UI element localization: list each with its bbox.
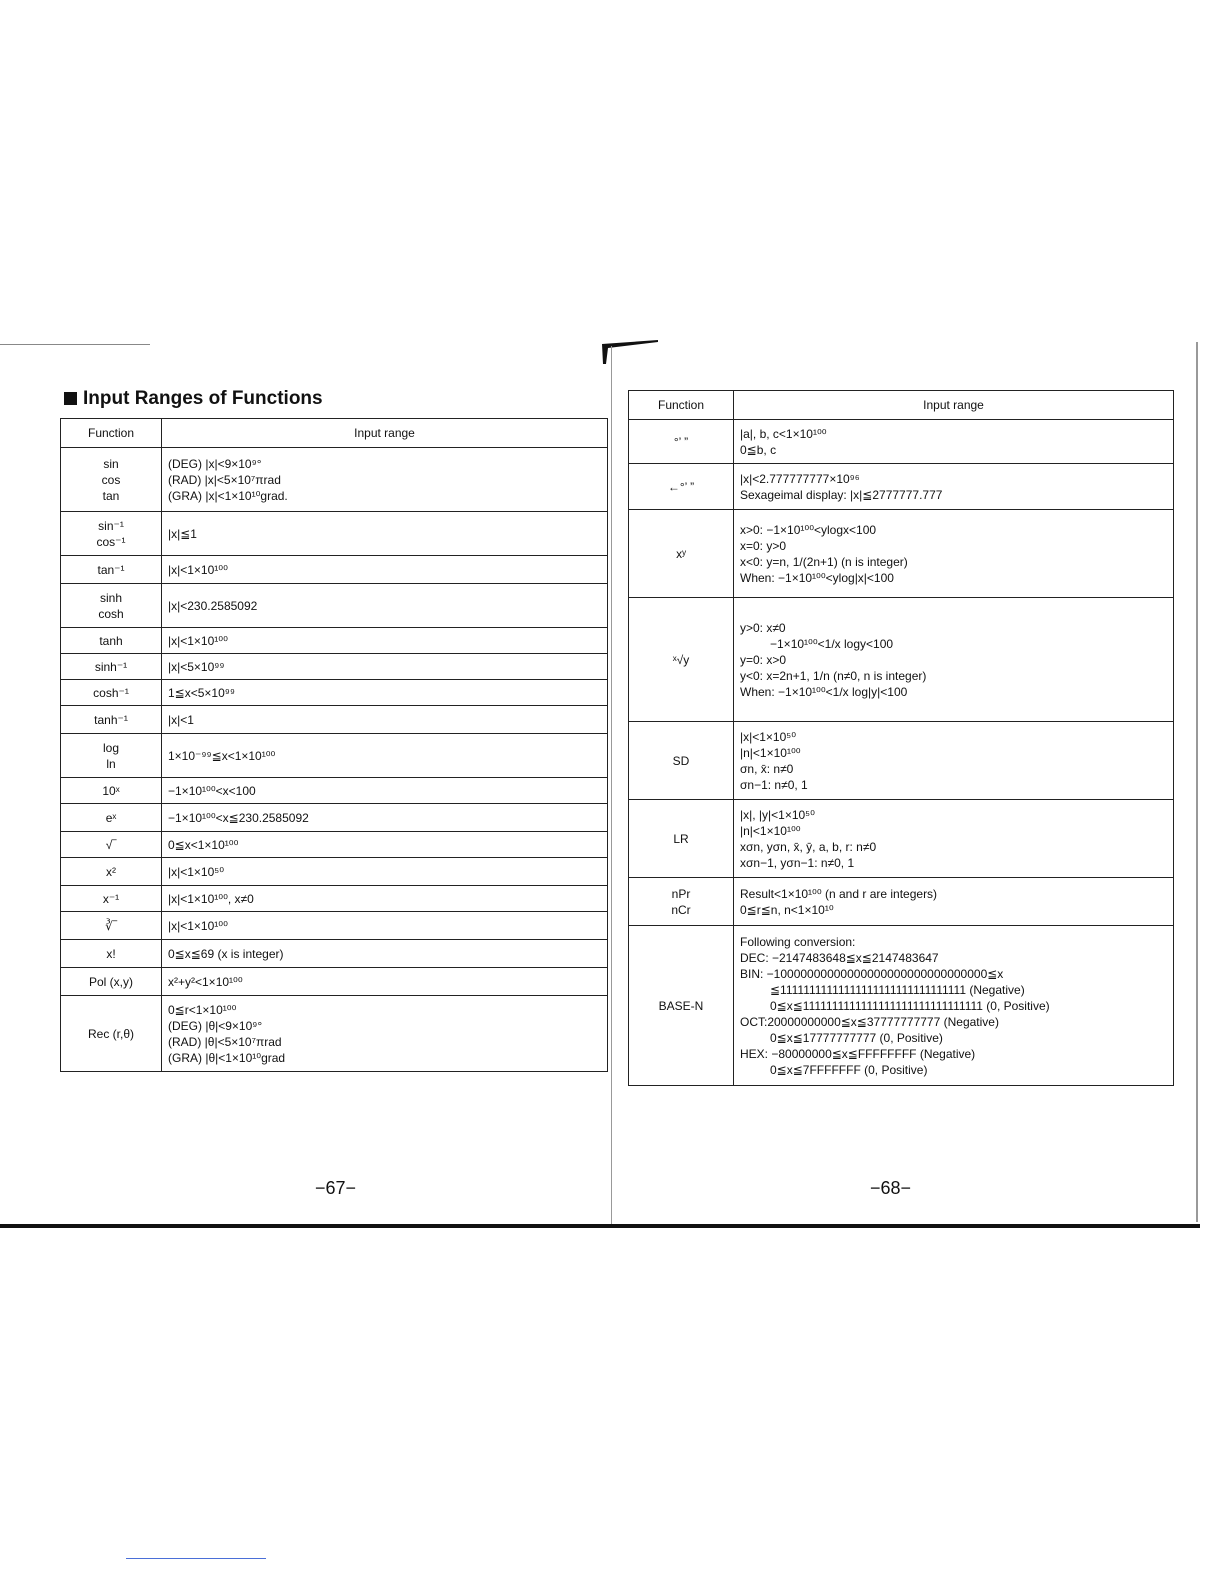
range-line: x<0: y=n, 1/(2n+1) (n is integer) [740,554,908,569]
function-cell [61,886,162,912]
page-edge [1196,342,1198,1222]
function-name: ln [106,756,116,771]
function-cell [61,940,162,968]
function-name: Rec (r,θ) [87,1026,134,1041]
table-row [61,832,608,858]
input-range-cell [162,734,608,778]
range-line: |x|<1×10¹⁰⁰ [168,562,228,577]
column-header-input-range: Input range [734,391,1174,420]
page-number-left: −67− [315,1178,357,1198]
range-line: 0≦x≦17777777777 (0, Positive) [770,1030,943,1045]
page-gutter [611,346,612,1224]
range-line: |x|<1×10¹⁰⁰ [168,918,228,933]
table-row [61,706,608,734]
range-line: x²+y²<1×10¹⁰⁰ [168,974,243,989]
range-line: |x|<5×10⁹⁹ [168,659,225,674]
bottom-underline [126,1558,266,1559]
table-header-row [61,419,608,448]
table-row [61,940,608,968]
table-row [61,584,608,628]
range-line: |a|, b, c<1×10¹⁰⁰ [740,426,827,441]
input-range-cell [162,778,608,804]
range-line: y<0: x=2n+1, 1/n (n≠0, n is integer) [740,668,927,683]
input-range-cell [162,680,608,706]
range-line: Result<1×10¹⁰⁰ (n and r are integers) [740,886,938,901]
range-line: σn−1: n≠0, 1 [740,777,808,792]
range-line: Sexageimal display: |x|≦2777777.777 [740,487,943,502]
corner-crop-mark [598,338,660,364]
range-line: DEC: −2147483648≦x≦2147483647 [740,950,939,965]
function-name: ∛‾ [105,918,117,933]
function-name: nPr [671,886,691,901]
table-row [629,420,1174,464]
table-row [629,926,1174,1086]
function-cell [629,598,734,722]
range-line: −1×10¹⁰⁰<1/x logy<100 [770,636,894,651]
function-name: tanh⁻¹ [94,712,128,727]
range-line: y=0: x>0 [740,652,787,667]
range-line: σn, x̄: n≠0 [740,761,794,776]
function-name: °’ ” [673,434,689,449]
function-name: tan⁻¹ [97,562,125,577]
input-range-cell [734,878,1174,926]
column-header-function: Function [629,391,734,420]
range-line: |x|, |y|<1×10⁵⁰ [740,807,815,822]
range-line: BIN: −10000000000000000000000000000000≦x [740,966,1004,981]
input-range-cell [162,912,608,940]
function-name: cosh⁻¹ [93,685,129,700]
input-range-cell [734,464,1174,510]
function-cell [61,556,162,584]
function-cell [629,926,734,1086]
function-cell [629,800,734,878]
input-range-cell [734,800,1174,878]
function-name: cosh [98,606,124,621]
table-row [61,680,608,706]
range-line: OCT:20000000000≦x≦37777777777 (Negative) [740,1014,999,1029]
range-line: −1×10¹⁰⁰<x≦230.2585092 [168,810,309,825]
table-body-right [629,420,1174,1086]
function-name: cos [101,472,121,487]
range-line: |x|<1×10⁵⁰ [740,729,797,744]
function-name: x⁻¹ [102,891,120,906]
table-row [61,886,608,912]
table-row [61,778,608,804]
function-name: sinh⁻¹ [94,659,128,674]
page-number-right: −68− [870,1178,912,1198]
function-name: nCr [671,902,691,917]
range-line: (RAD) |x|<5×10⁷πrad [168,472,281,487]
input-range-cell [162,628,608,654]
function-cell [61,512,162,556]
function-cell [629,464,734,510]
range-line: y>0: x≠0 [740,620,786,635]
range-line: 0≦x<1×10¹⁰⁰ [168,837,239,852]
range-line: |n|<1×10¹⁰⁰ [740,823,801,838]
function-name: xʸ [676,546,686,561]
range-line: |x|<1 [168,712,194,727]
range-line: 0≦b, c [740,442,777,457]
range-line: xσn, yσn, x̄, ȳ, a, b, r: n≠0 [740,839,877,854]
function-name: 10ˣ [102,783,120,798]
function-cell [61,706,162,734]
input-ranges-table-left [60,418,608,1072]
input-ranges-table-right [628,390,1174,1086]
function-cell [61,858,162,886]
function-name: BASE-N [658,998,704,1013]
input-range-cell [734,926,1174,1086]
input-range-cell [162,706,608,734]
function-cell [61,912,162,940]
square-bullet-icon [64,392,77,405]
bottom-scan-bar [0,1224,1200,1228]
range-line: (DEG) |θ|<9×10⁹° [168,1018,263,1033]
table-row [61,996,608,1072]
function-cell [61,448,162,512]
function-name: sinh [99,590,122,605]
function-cell [61,804,162,832]
function-cell [61,680,162,706]
input-range-cell [734,510,1174,598]
table-row [61,912,608,940]
input-range-cell [734,420,1174,464]
column-header-function: Function [61,419,162,448]
column-header-input-range: Input range [162,419,608,448]
input-range-cell [162,448,608,512]
function-name: eˣ [105,810,117,825]
table-row [629,464,1174,510]
function-cell [61,968,162,996]
range-line: |n|<1×10¹⁰⁰ [740,745,801,760]
input-range-cell [734,722,1174,800]
table-row [629,598,1174,722]
function-name: LR [673,831,689,846]
range-line: 0≦x≦7FFFFFFF (0, Positive) [770,1062,928,1077]
range-line: HEX: −80000000≦x≦FFFFFFFF (Negative) [740,1046,976,1061]
range-line: |x|≦1 [168,526,197,541]
function-cell [61,628,162,654]
range-line: Following conversion: [740,934,856,949]
table-row [61,556,608,584]
table-row [61,804,608,832]
range-line: 0≦r≦n, n<1×10¹⁰ [740,902,834,917]
range-line: −1×10¹⁰⁰<x<100 [168,783,256,798]
function-name: cos⁻¹ [96,534,126,549]
input-range-cell [734,598,1174,722]
range-line: (GRA) |x|<1×10¹⁰grad. [168,488,288,503]
function-name: ←°’ ” [667,479,695,494]
range-line: x=0: y>0 [740,538,787,553]
function-name: sin⁻¹ [98,518,124,533]
input-range-cell [162,556,608,584]
function-name: tan [102,488,120,503]
input-range-cell [162,512,608,556]
table-row [61,448,608,512]
input-range-cell [162,858,608,886]
function-name: sin [103,456,119,471]
table-row [61,968,608,996]
range-line: (RAD) |θ|<5×10⁷πrad [168,1034,282,1049]
function-cell [629,510,734,598]
page-68 [628,390,1174,1086]
function-cell [629,878,734,926]
input-range-cell [162,996,608,1072]
function-cell [61,996,162,1072]
range-line: 0≦x≦1111111111111111111111111111111 (0, Positive) [770,998,1050,1013]
page-67 [60,388,608,1072]
function-cell [61,832,162,858]
function-name: Pol (x,y) [88,974,133,989]
function-name: log [102,740,119,755]
input-range-cell [162,886,608,912]
range-line: When: −1×10¹⁰⁰<1/x log|y|<100 [740,684,908,699]
range-line: 0≦r<1×10¹⁰⁰ [168,1002,237,1017]
table-body-left [61,448,608,1072]
range-line: 1×10⁻⁹⁹≦x<1×10¹⁰⁰ [168,748,276,763]
range-line: (DEG) |x|<9×10⁹° [168,456,262,471]
input-range-cell [162,804,608,832]
function-name: SD [672,753,690,768]
range-line: 1≦x<5×10⁹⁹ [168,685,236,700]
function-name: √‾ [105,837,117,852]
range-line: |x|<230.2585092 [168,598,258,613]
function-cell [61,734,162,778]
function-cell [629,722,734,800]
range-line: |x|<2.777777777×10⁹⁶ [740,471,860,486]
table-row [61,858,608,886]
range-line: |x|<1×10¹⁰⁰, x≠0 [168,891,254,906]
range-line: xσn−1, yσn−1: n≠0, 1 [740,855,855,870]
input-range-cell [162,584,608,628]
table-header-row [629,391,1174,420]
function-cell [61,778,162,804]
input-range-cell [162,968,608,996]
function-cell [629,420,734,464]
function-cell [61,584,162,628]
range-line: ≦11111111111111111111111111111111 (Negative) [770,982,1025,997]
input-range-cell [162,940,608,968]
range-line: 0≦x≦69 (x is integer) [168,946,284,961]
table-row [61,654,608,680]
table-row [61,628,608,654]
range-line: (GRA) |θ|<1×10¹⁰grad [168,1050,286,1065]
table-row [629,722,1174,800]
input-range-cell [162,832,608,858]
function-name: ˣ√y [672,652,690,667]
function-cell [61,654,162,680]
function-name: tanh [99,633,123,648]
table-row [61,734,608,778]
table-row [629,800,1174,878]
input-range-cell [162,654,608,680]
table-row [61,512,608,556]
range-line: |x|<1×10⁵⁰ [168,864,225,879]
table-row [629,878,1174,926]
function-name: x! [106,946,116,961]
range-line: |x|<1×10¹⁰⁰ [168,633,228,648]
table-row [629,510,1174,598]
scan-edge-line [0,344,150,345]
range-line: x>0: −1×10¹⁰⁰<ylogx<100 [740,522,877,537]
function-name: x² [106,864,116,879]
range-line: When: −1×10¹⁰⁰<ylog|x|<100 [740,570,894,585]
section-title: Input Ranges of Functions [64,388,608,410]
